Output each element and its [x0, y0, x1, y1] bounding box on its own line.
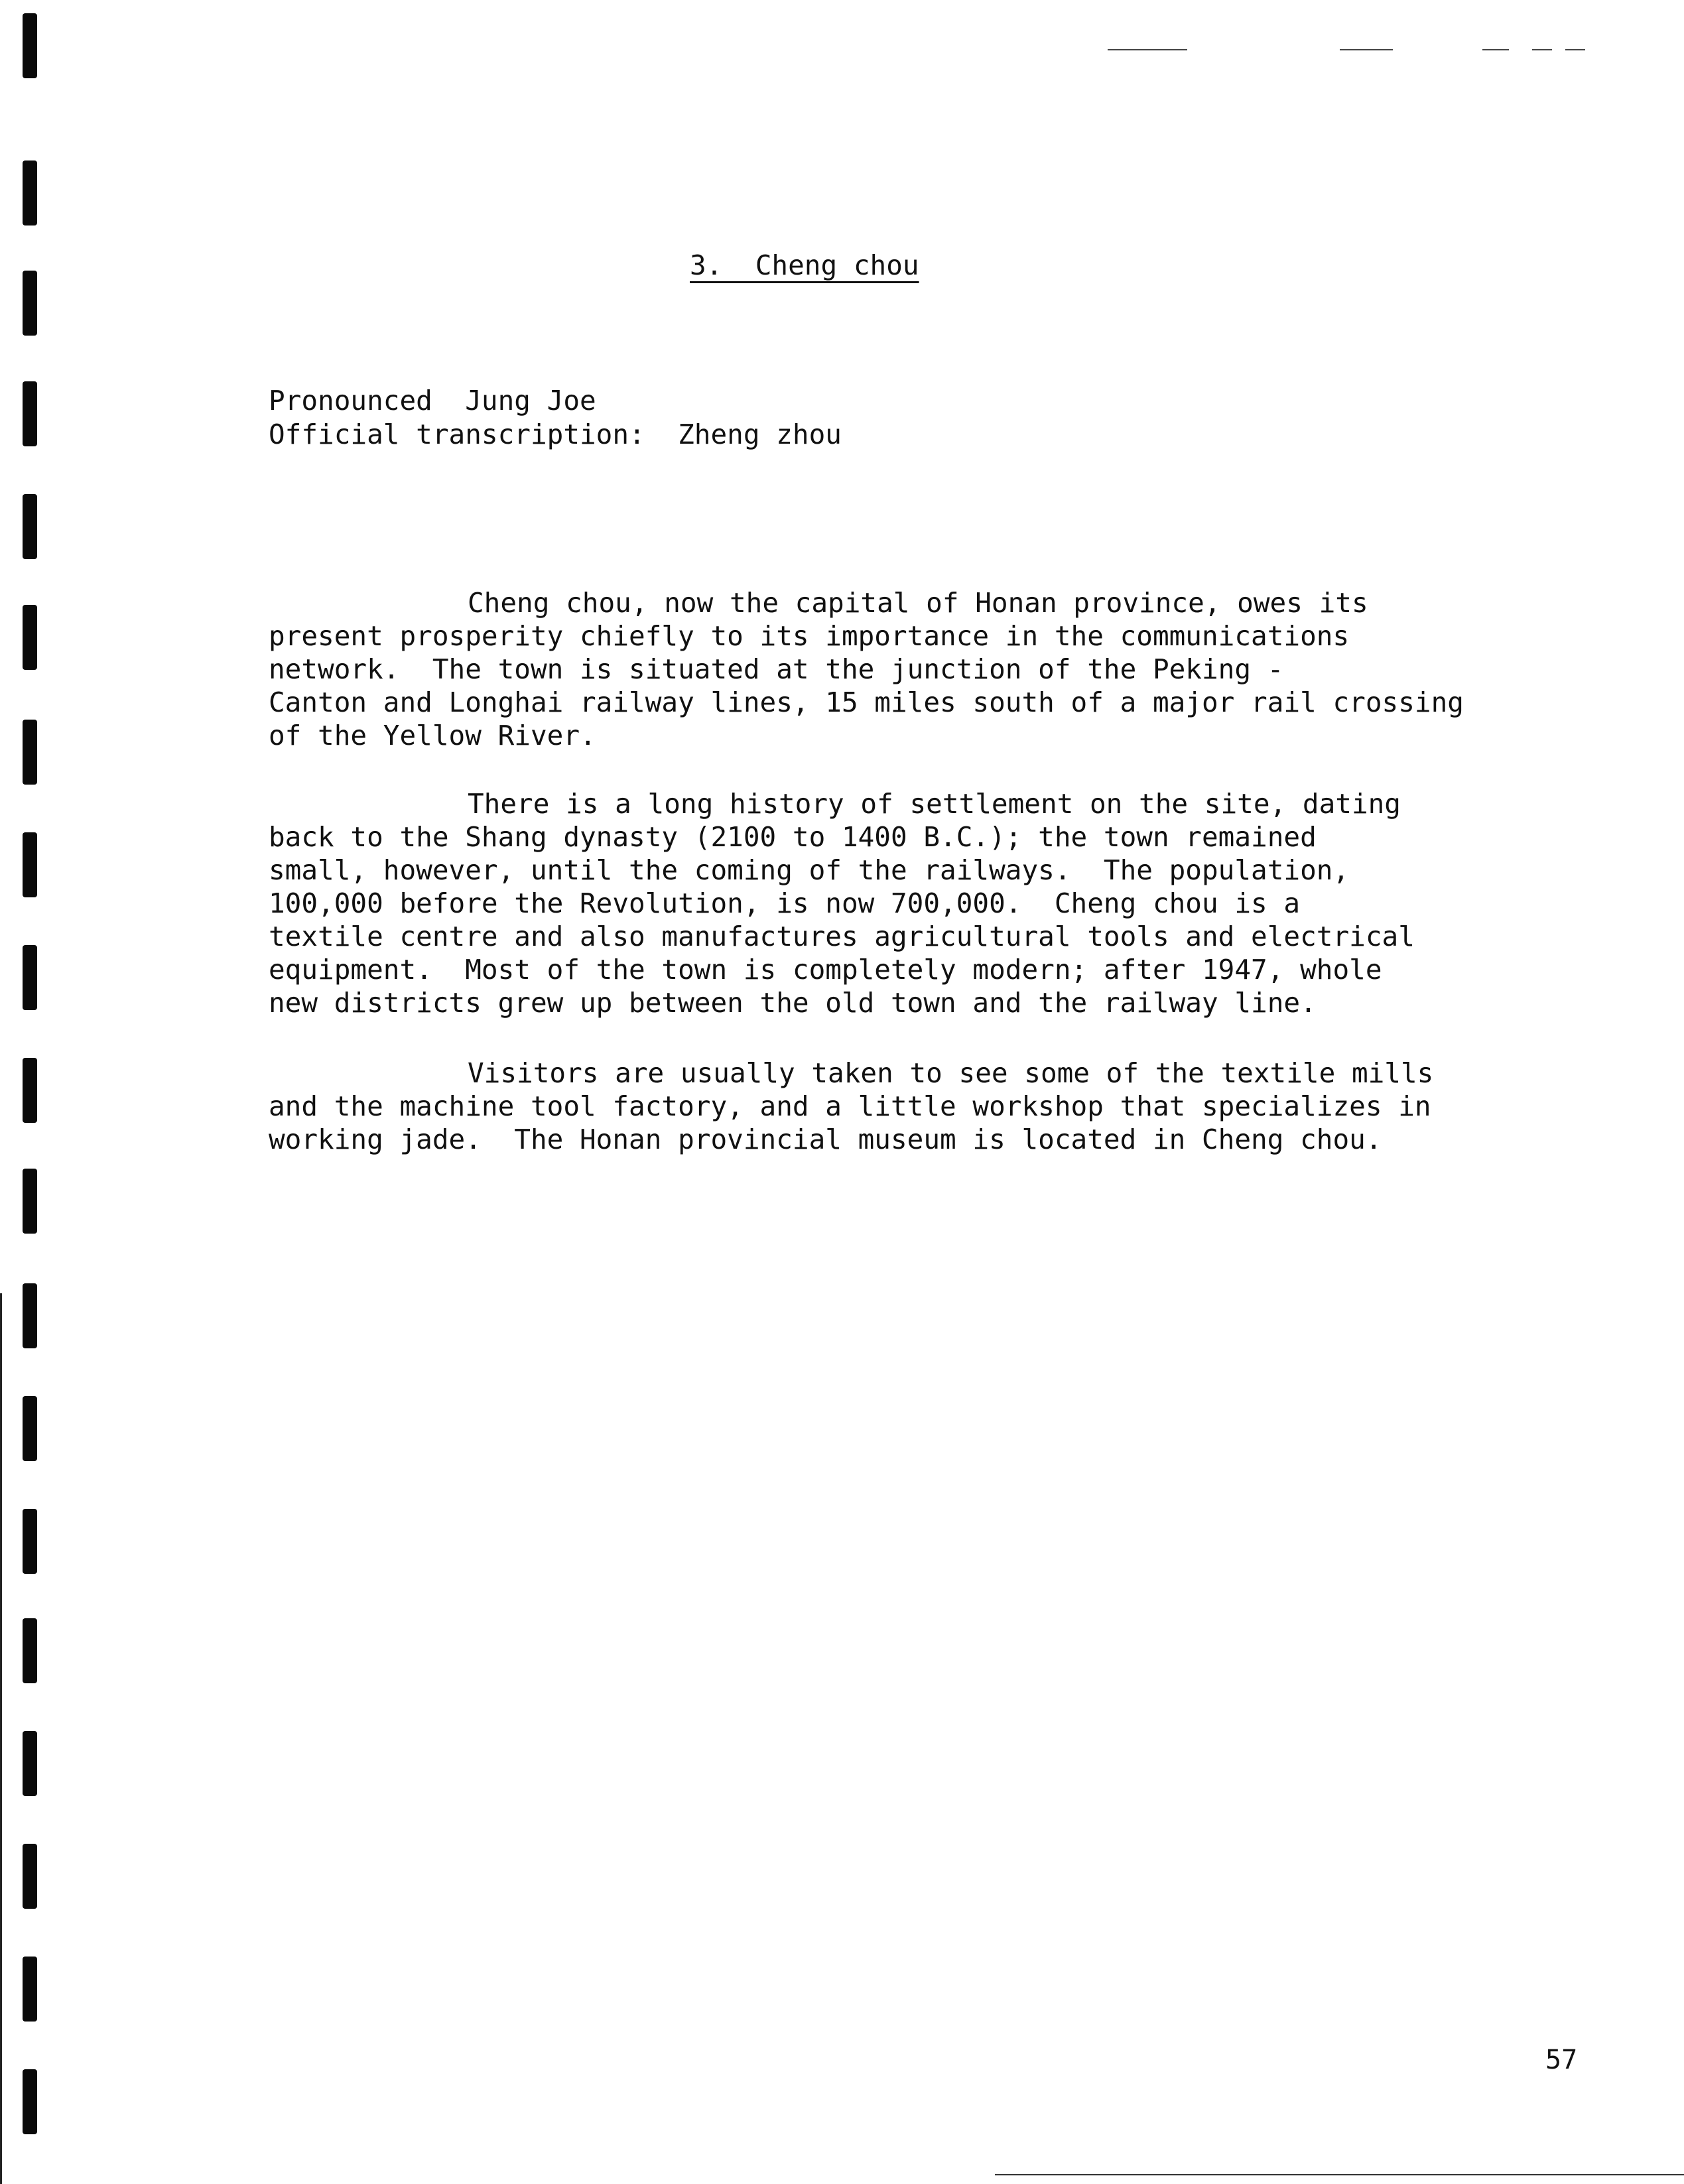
- binding-hole: [23, 1618, 37, 1683]
- binding-hole: [23, 494, 37, 559]
- paragraph: [269, 787, 1569, 1019]
- binding-hole: [23, 1169, 37, 1234]
- official-label: Official transcription:: [269, 418, 645, 450]
- paragraph-line: working jade. The Honan provincial museum is located in Cheng chou.: [269, 1124, 1382, 1155]
- scan-mark: [1532, 49, 1552, 50]
- binding-hole: [23, 1844, 37, 1909]
- binding-hole: [23, 1283, 37, 1348]
- binding-hole: [23, 720, 37, 785]
- paragraph-line: and the machine tool factory, and a little workshop that specializes in: [269, 1090, 1431, 1122]
- binding-hole: [23, 945, 37, 1010]
- binding-holes: [0, 0, 40, 2184]
- binding-hole: [23, 832, 37, 897]
- binding-hole: [23, 381, 37, 446]
- binding-hole: [23, 13, 37, 78]
- binding-hole: [23, 1058, 37, 1123]
- binding-hole: [23, 1509, 37, 1574]
- scan-mark: [995, 2174, 1684, 2175]
- binding-hole: [23, 271, 37, 336]
- paragraph: [269, 1057, 1569, 1156]
- paragraph-line: 100,000 before the Revolution, is now 700,000. Cheng chou is a: [269, 887, 1301, 919]
- pronounced-label: Pronounced: [269, 385, 432, 417]
- paragraph-line: Visitors are usually taken to see some of the textile mills: [468, 1057, 1434, 1089]
- binding-hole: [23, 1957, 37, 2022]
- section-title: 3. Cheng chou: [690, 249, 919, 281]
- page-number: 57: [1545, 2045, 1578, 2075]
- binding-hole: [23, 1731, 37, 1796]
- paragraph-line: There is a long history of settlement on the site, dating: [468, 788, 1401, 820]
- scan-mark: [1482, 49, 1509, 50]
- scan-mark: [1340, 49, 1393, 50]
- pronounced-value: Jung Joe: [465, 385, 596, 417]
- paragraph-line: present prosperity chiefly to its importance in the communications: [269, 620, 1350, 652]
- paragraph-line: new districts grew up between the old town and the railway line.: [269, 987, 1317, 1019]
- paragraph-line: of the Yellow River.: [269, 720, 596, 751]
- paragraph-line: textile centre and also manufactures agricultural tools and electrical: [269, 921, 1415, 952]
- pronunciation-line: [269, 383, 596, 418]
- paragraph: [269, 586, 1569, 752]
- binding-hole: [23, 605, 37, 670]
- binding-hole: [23, 2069, 37, 2134]
- scan-mark: [1565, 49, 1585, 50]
- official-transcription-line: [269, 417, 842, 452]
- official-value: Zheng zhou: [678, 418, 842, 450]
- paragraph-line: Canton and Longhai railway lines, 15 miles south of a major rail crossing: [269, 686, 1464, 718]
- paragraph-line: small, however, until the coming of the railways. The population,: [269, 854, 1350, 886]
- paragraph-line: Cheng chou, now the capital of Honan province, owes its: [468, 587, 1368, 619]
- paragraph-line: network. The town is situated at the junction of the Peking -: [269, 653, 1284, 685]
- paragraph-line: equipment. Most of the town is completely modern; after 1947, whole: [269, 954, 1382, 986]
- binding-hole: [23, 161, 37, 225]
- paragraph-line: back to the Shang dynasty (2100 to 1400 B.C.); the town remained: [269, 821, 1317, 853]
- binding-hole: [23, 1396, 37, 1461]
- scan-edge-line: [0, 1293, 2, 2184]
- scan-mark: [1108, 49, 1187, 50]
